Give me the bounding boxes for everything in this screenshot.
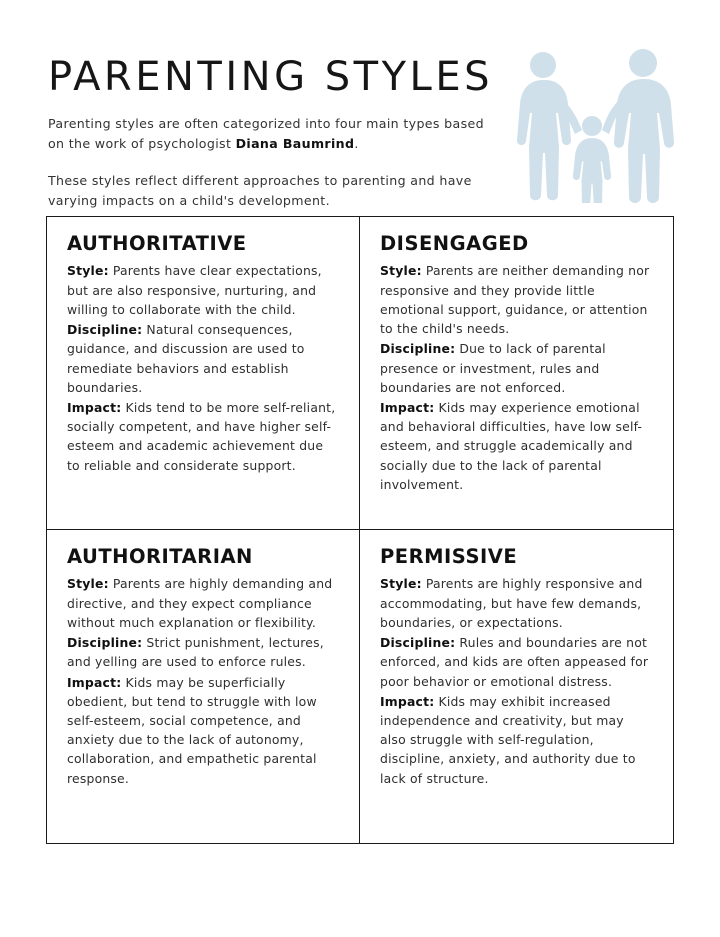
row-label: Discipline: bbox=[380, 341, 456, 357]
row-label: Style: bbox=[380, 576, 422, 592]
row-label: Style: bbox=[67, 576, 109, 592]
quadrant-row-style bbox=[67, 574, 339, 632]
researcher-name: Diana Baumrind bbox=[235, 136, 355, 152]
quadrant-permissive bbox=[360, 530, 673, 843]
row-text: Rules and boundaries are not enforced, and kids are often appeased for poor behavior or emotional distress. bbox=[380, 635, 649, 689]
quadrant-authoritarian bbox=[47, 530, 360, 843]
quadrant-row-style bbox=[380, 574, 653, 632]
row-label: Impact: bbox=[67, 399, 122, 415]
quadrant-heading: DISENGAGED bbox=[380, 232, 529, 255]
quadrant-row-discipline bbox=[67, 633, 339, 671]
quadrant-row-impact bbox=[67, 398, 339, 475]
quadrant-row-impact bbox=[380, 398, 653, 494]
row-label: Discipline: bbox=[67, 322, 143, 338]
row-text: Due to lack of parental presence or investment, rules and boundaries are not enforced. bbox=[380, 341, 606, 395]
row-label: Discipline: bbox=[380, 635, 456, 651]
intro-1-prefix: Parenting styles are often categorized into four main types based on the work of psychologist bbox=[48, 116, 484, 152]
quadrant-row-discipline bbox=[380, 339, 653, 397]
row-text: Kids tend to be more self-reliant, socially competent, and have higher self-esteem and academic achievement due to reliable and considerate support. bbox=[67, 399, 336, 473]
intro-paragraph-1 bbox=[48, 114, 503, 155]
document-header bbox=[48, 56, 672, 226]
row-text: Parents are highly responsive and accommodating, but have few demands, boundaries, or expectations. bbox=[380, 576, 643, 630]
row-text: Parents are highly demanding and directive, and they expect compliance without much explanation or flexibility. bbox=[67, 576, 333, 630]
quadrant-row-impact bbox=[380, 692, 653, 788]
quadrant-row-discipline bbox=[67, 320, 339, 397]
quadrant-row-discipline bbox=[380, 633, 653, 691]
quadrant-disengaged bbox=[360, 217, 673, 530]
row-text: Kids may be superficially obedient, but tend to struggle with low self-esteem, social competence, and anxiety due to the lack of autonomy, collaboration, and empathetic parental response. bbox=[67, 674, 317, 786]
quadrant-authoritative bbox=[47, 217, 360, 530]
row-text: Kids may experience emotional and behavioral difficulties, have low self-esteem, and struggle academically and socially due to the lack of parental involvement. bbox=[380, 399, 643, 492]
row-label: Impact: bbox=[380, 399, 435, 415]
row-label: Style: bbox=[380, 263, 422, 279]
page-title: PARENTING STYLES bbox=[48, 54, 493, 100]
row-text: Kids may exhibit increased independence and creativity, but may also struggle with self-regulation, discipline, anxiety, and authority due to lack of structure. bbox=[380, 693, 636, 786]
row-text: Parents are neither demanding nor responsive and they provide little emotional support, guidance, or attention to the child's needs. bbox=[380, 263, 650, 337]
quadrant-row-impact bbox=[67, 673, 339, 788]
row-label: Style: bbox=[67, 263, 109, 279]
intro-paragraph-2: These styles reflect different approaches to parenting and have varying impacts on a child's development. bbox=[48, 172, 472, 209]
quadrant-heading: PERMISSIVE bbox=[380, 545, 518, 568]
parenting-styles-grid bbox=[46, 216, 674, 844]
row-text: Strict punishment, lectures, and yelling are used to enforce rules. bbox=[67, 635, 324, 670]
row-label: Impact: bbox=[380, 693, 435, 709]
row-text: Natural consequences, guidance, and discussion are used to remediate behaviors and establish boundaries. bbox=[67, 322, 305, 395]
quadrant-heading: AUTHORITATIVE bbox=[67, 232, 247, 255]
quadrant-heading: AUTHORITARIAN bbox=[67, 545, 253, 568]
row-text: Parents have clear expectations, but are also responsive, nurturing, and willing to collaborate with the child. bbox=[67, 263, 322, 317]
quadrant-row-style bbox=[67, 261, 339, 319]
intro-1-suffix: . bbox=[354, 136, 359, 152]
row-label: Impact: bbox=[67, 674, 122, 690]
row-label: Discipline: bbox=[67, 635, 143, 651]
quadrant-row-style bbox=[380, 261, 653, 338]
